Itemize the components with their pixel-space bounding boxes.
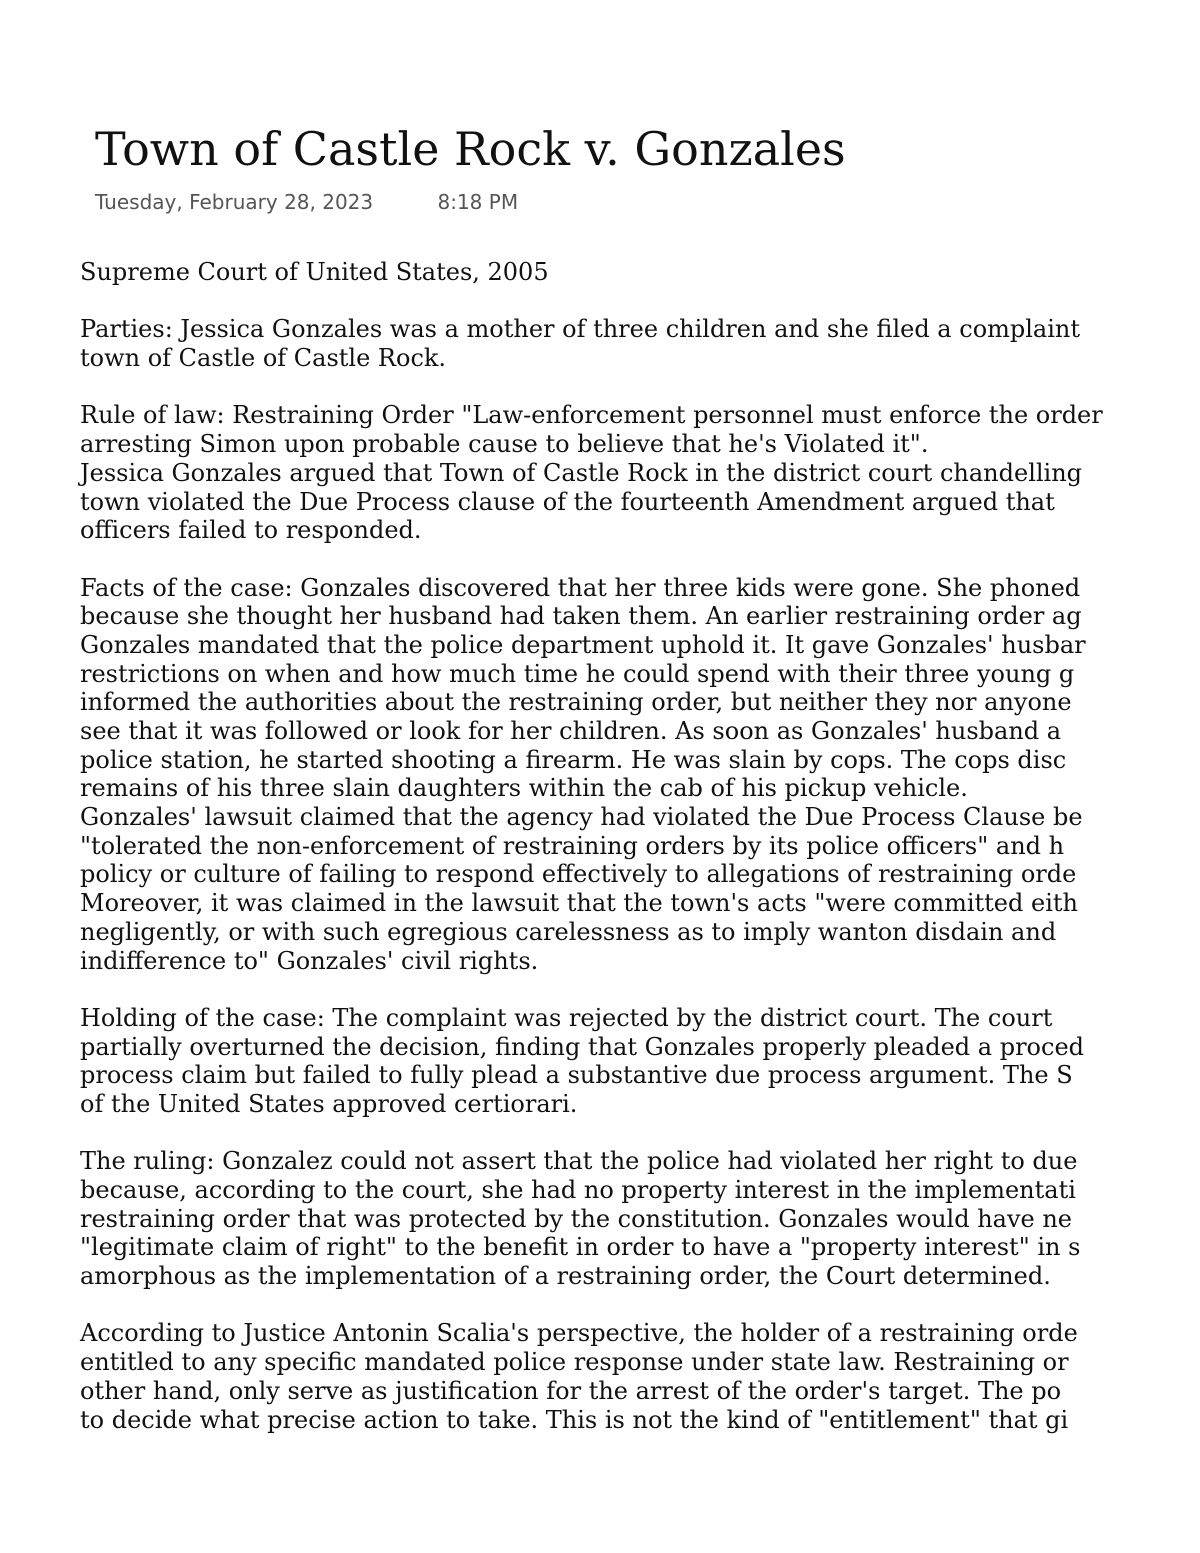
text-line: policy or culture of failing to respond effectively to allegations of restraining orde — [80, 860, 1077, 889]
text-line: partially overturned the decision, finding that Gonzales properly pleaded a proced — [80, 1032, 1085, 1061]
text-line: "legitimate claim of right" to the benefit in order to have a "property interest" in s — [80, 1233, 1081, 1262]
text-line: Facts of the case: Gonzales discovered that her three kids were gone. She phoned — [80, 573, 1081, 602]
paragraph-gap — [80, 287, 1200, 316]
text-line: of the United States approved certiorari. — [80, 1089, 578, 1118]
text-line: Moreover, it was claimed in the lawsuit that the town's acts "were committed eith — [80, 889, 1078, 918]
paragraph — [80, 315, 1200, 372]
paragraph-gap — [80, 1119, 1200, 1148]
text-line: because, according to the court, she had no property interest in the implementati — [80, 1176, 1076, 1204]
text-line: According to Justice Antonin Scalia's perspective, the holder of a restraining orde — [80, 1319, 1078, 1348]
text-line: other hand, only serve as justification for the arrest of the order's target. The po — [80, 1376, 1062, 1405]
paragraph — [80, 1319, 1200, 1434]
paragraph-gap — [80, 373, 1200, 402]
text-line: arresting Simon upon probable cause to believe that he's Violated it". — [80, 430, 929, 459]
text-line: town of Castle of Castle Rock. — [80, 344, 447, 373]
text-line: Holding of the case: The complaint was rejected by the district court. The court — [80, 1003, 1053, 1032]
text-line: officers failed to responded. — [80, 516, 422, 545]
text-line: restrictions on when and how much time he could spend with their three young g — [80, 659, 1075, 688]
text-line: because she thought her husband had taken them. An earlier restraining order ag — [80, 602, 1082, 631]
paragraph — [80, 1004, 1200, 1119]
created-time: 8:18 PM — [437, 190, 519, 214]
text-line: see that it was followed or look for her children. As soon as Gonzales' husband a — [80, 717, 1062, 745]
text-line: Jessica Gonzales argued that Town of Castle Rock in the district court chandelling — [80, 458, 1083, 487]
created-timestamp — [95, 190, 518, 214]
text-line: to decide what precise action to take. This is not the kind of "entitlement" that gi — [80, 1405, 1069, 1434]
paragraph-gap — [80, 975, 1200, 1004]
paragraph-gap — [80, 545, 1200, 574]
paragraph — [80, 574, 1200, 976]
text-line: Gonzales' lawsuit claimed that the agency had violated the Due Process Clause be — [80, 803, 1083, 832]
text-line: negligently, or with such egregious carelessness as to imply wanton disdain and — [80, 917, 1057, 946]
text-line: Supreme Court of United States, 2005 — [80, 258, 549, 286]
text-line: remains of his three slain daughters within the cab of his pickup vehicle. — [80, 774, 968, 803]
created-date: Tuesday, February 28, 2023 — [95, 190, 374, 214]
text-line: amorphous as the implementation of a restraining order, the Court determined. — [80, 1262, 1051, 1291]
paragraph — [80, 258, 1200, 287]
page-title: Town of Castle Rock v. Gonzales — [95, 122, 846, 176]
text-line: indifference to" Gonzales' civil rights. — [80, 946, 539, 975]
text-line: town violated the Due Process clause of the fourteenth Amendment argued that — [80, 487, 1055, 516]
note-body[interactable] — [80, 258, 1200, 1434]
text-line: entitled to any specific mandated police response under state law. Restraining or — [80, 1348, 1069, 1377]
paragraph — [80, 401, 1200, 544]
text-line: The ruling: Gonzalez could not assert that the police had violated her right to due — [80, 1147, 1078, 1176]
text-line: "tolerated the non-enforcement of restraining orders by its police officers" and h — [80, 831, 1065, 860]
text-line: police station, he started shooting a firearm. He was slain by cops. The cops disc — [80, 745, 1067, 774]
text-line: restraining order that was protected by the constitution. Gonzales would have ne — [80, 1204, 1073, 1233]
text-line: Gonzales mandated that the police department uphold it. It gave Gonzales' husbar — [80, 630, 1086, 659]
text-line: Parties: Jessica Gonzales was a mother of three children and she filed a complaint — [80, 315, 1081, 344]
paragraph — [80, 1147, 1200, 1290]
text-line: informed the authorities about the restraining order, but neither they nor anyone — [80, 688, 1072, 717]
text-line: process claim but failed to fully plead a substantive due process argument. The S — [80, 1061, 1073, 1090]
text-line: Rule of law: Restraining Order "Law-enforcement personnel must enforce the order — [80, 401, 1103, 430]
paragraph-gap — [80, 1291, 1200, 1320]
